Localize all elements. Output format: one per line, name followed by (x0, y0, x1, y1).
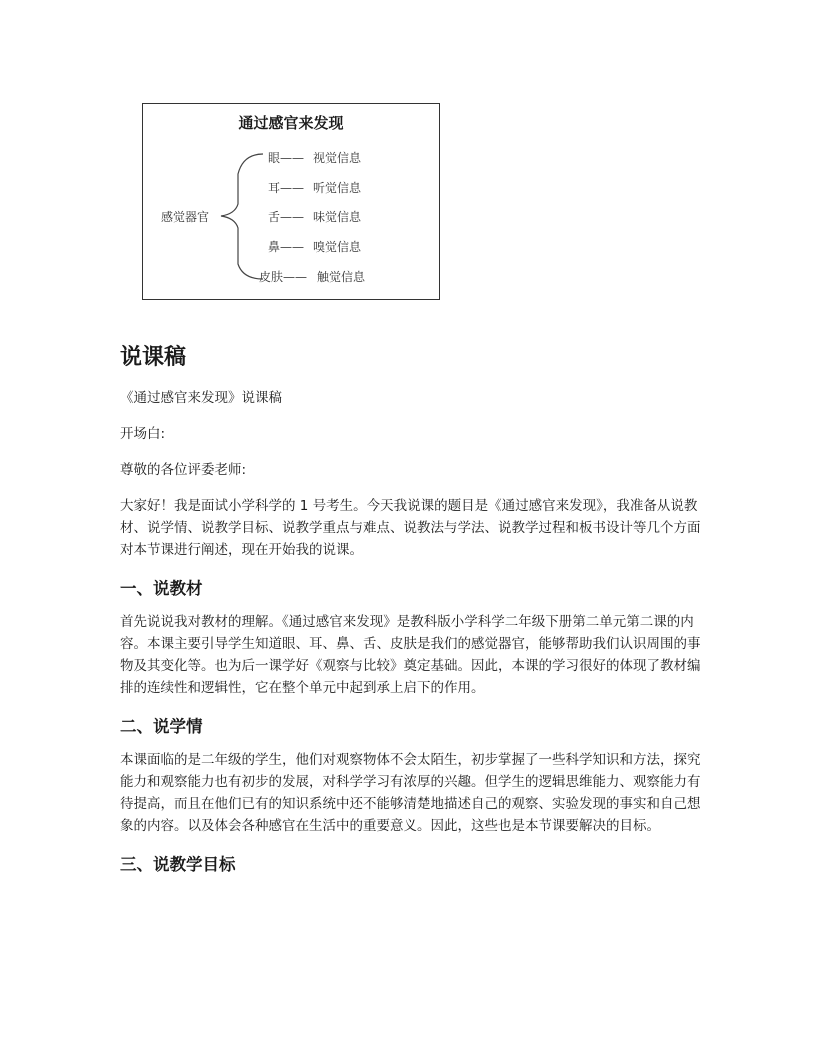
concept-map-figure (142, 103, 440, 300)
greeting: 尊敬的各位评委老师: (120, 462, 247, 478)
opening-label: 开场白: (120, 426, 166, 442)
document-body (120, 340, 710, 887)
figure-branch-sense: 味觉信息 (313, 210, 362, 224)
figure-branch-sense: 触觉信息 (317, 270, 366, 284)
figure-branch-organ: 鼻—— (268, 240, 305, 254)
section-body-textbook: 首先说说我对教材的理解。《通过感官来发现》是教科版小学科学二年级下册第二单元第二课的内容。本课主要引导学生知道眼、耳、鼻、舌、皮肤是我们的感觉器官，能够帮助我们认识周围的事物及其变化等。也为后一课学好《观察与比较》奠定基础。因此，本课的学习很好的体现了教材编排的连续性和逻辑性，它在整个单元中起到承上启下的作用。 (120, 614, 701, 696)
section-body-students: 本课面临的是二年级的学生，他们对观察物体不会太陌生，初步掌握了一些科学知识和方法，探究能力和观察能力也有初步的发展，对科学学习有浓厚的兴趣。但学生的逻辑思维能力、观察能力有待提高，而且在他们已有的知识系统中还不能够清楚地描述自己的观察、实验发现的事实和自己想象的内容。以及体会各种感官在生活中的重要意义。因此，这些也是本节课要解决的目标。 (120, 752, 701, 834)
figure-branch-organ: 皮肤—— (259, 270, 308, 284)
figure-branch-sense: 听觉信息 (313, 181, 362, 195)
figure-title: 通过感官来发现 (238, 114, 344, 132)
figure-branch-sense: 嗅觉信息 (313, 240, 362, 254)
document-heading: 说课稿 (120, 345, 187, 370)
figure-branch-organ: 耳—— (268, 181, 305, 195)
figure-branch-sense: 视觉信息 (313, 151, 362, 165)
figure-root-label: 感觉器官 (161, 210, 210, 224)
section-title-students: 二、说学情 (120, 717, 203, 736)
figure-branch-organ: 舌—— (268, 210, 305, 224)
figure-branch-organ: 眼—— (268, 151, 305, 165)
section-title-goals: 三、说教学目标 (120, 855, 236, 874)
section-title-textbook: 一、说教材 (120, 579, 203, 598)
document-subtitle: 《通过感官来发现》说课稿 (120, 390, 282, 406)
intro-paragraph: 大家好！我是面试小学科学的 1 号考生。今天我说课的题目是《通过感官来发现》，我准备从说教材、说学情、说教学目标、说教学重点与难点、说教法与学法、说教学过程和板书设计等几个方面对本节课进行阐述，现在开始我的说课。 (120, 498, 701, 558)
